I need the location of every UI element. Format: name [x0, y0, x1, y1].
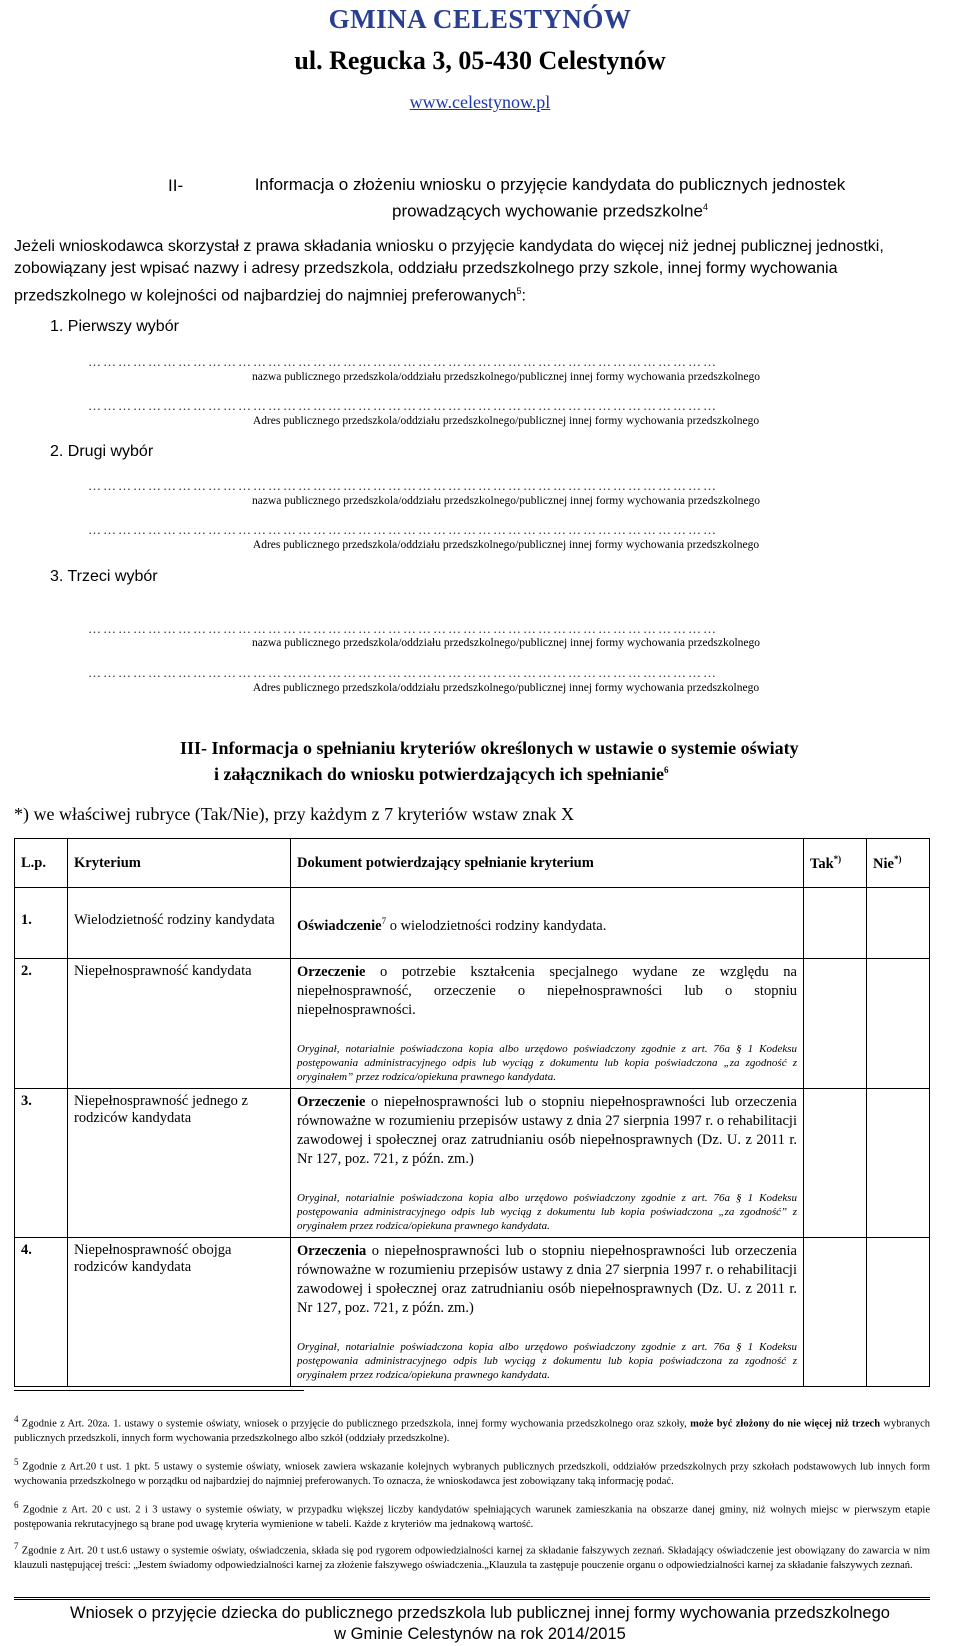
footnote-6: $^6$ Zgodnie z Art. 20 c ust. 2 i 3 ustawy o systemie oświaty, w przypadku większej liczby kandydatów spełniających warunek zamieszkania na obszarze danej gminy, niż wolnych miejsc w pierwszym etapie postępowania rekrutacyjnego są brane pod uwagę kryteria wymienione w tabeli. Każde z kryteriów ma jednakową wartość. [14, 1500, 930, 1530]
row-nie-cell[interactable] [867, 959, 930, 1089]
row-dokument: Orzeczenie o potrzebie kształcenia specjalnego wydane ze względu na niepełnosprawność, orzeczenie o niepełnosprawności lub o stopniu niepełnosprawności. Oryginał, notarialnie poświadczona kopia albo urzędowo poświadczony zgodnie z art. 76a § 1 Kodeksu postępowania administracyjnego odpis lub wyciąg z dokumentu lub kopia poświadczona „za zgodność z oryginałem” przez rodzica/opiekuna prawnego kandydata. [291, 959, 804, 1089]
choice-3-address-field[interactable]: ……………………………………………………………………………………………………………… [88, 668, 718, 680]
col-kryterium-header: Kryterium [68, 839, 291, 888]
choice-1-address-caption: Adres publicznego przedszkola/oddziału przedszkolnego/publicznej innej formy wychowania przedszkolnego [252, 415, 760, 427]
choice-2-address-caption: Adres publicznego przedszkola/oddziału przedszkolnego/publicznej innej formy wychowania przedszkolnego [252, 539, 760, 551]
section2-title: Informacja o złożeniu wniosku o przyjęcie kandydata do publicznych jednostek prowadzących wychowanie przedszkolne$^4$ [254, 175, 846, 221]
row-nie-cell[interactable] [867, 888, 930, 959]
row-kryterium: Niepełnosprawność obojga rodziców kandydata [68, 1238, 291, 1387]
criteria-table [14, 838, 930, 1387]
section3-instruction: *) we właściwej rubryce (Tak/Nie), przy każdym z 7 kryteriów wstaw znak X [14, 804, 575, 824]
footnote-separator [14, 1390, 304, 1391]
row-document-note: Oryginał, notarialnie poświadczona kopia albo urzędowo poświadczony zgodnie z art. 76a § 1 Kodeksu postępowania administracyjnego odpis lub wyciąg z dokumentu lub kopia poświadczona „za zgodność z oryginałem” przez rodzica/opiekuna prawnego kandydata. [297, 1043, 797, 1083]
row-lp: 3. [15, 1089, 68, 1238]
footnote-7: $^7$ Zgodnie z Art. 20 t ust.6 ustawy o systemie oświaty, oświadczenia, składa się pod rygorem odpowiedzialności karnej za składanie fałszywych zeznań. Składający oświadczenie jest obowiązany do zawarcia w nim klauzuli następującej treści: „Jestem świadomy odpowiedzialności karnej za złożenie fałszywego oświadczenia.„Klauzula ta zastępuje pouczenie organu o odpowiedzialności karnej za składanie fałszywych zeznań. [14, 1541, 930, 1571]
footer-line2: w Gminie Celestynów na rok 2014/2015 [334, 1625, 626, 1643]
row-tak-cell[interactable] [804, 1089, 867, 1238]
row-dokument: Oświadczenie$^7$ o wielodzietności rodziny kandydata. [291, 888, 804, 959]
col-lp-header: L.p. [15, 839, 68, 888]
footnote-4: $^4$ Zgodnie z Art. 20za. 1. ustawy o systemie oświaty, wniosek o przyjęcie do publicznego przedszkola, innej formy wychowania przedszkolnego oraz szkoły, może być złożony do nie więcej niż trzech wybranych publicznych przedszkoli, innych form wychowania przedszkolnego albo szkół (oddziały przedszkolne). [14, 1414, 931, 1444]
table-header-row [15, 839, 930, 888]
row-dokument: Orzeczenia o niepełnosprawności lub o stopniu niepełnosprawności lub orzeczenia równoważne w rozumieniu przepisów ustawy z dnia 27 sierpnia 1997 r. o rehabilitacji zawodowej i społecznej oraz zatrudnianiu osób niepełnosprawnych (Dz. U. z 2011 r. Nr 127, poz. 721, z późn. zm.) Oryginał, notarialnie poświadczona kopia albo urzędowo poświadczony zgodnie z art. 76a § 1 Kodeksu postępowania administracyjnego odpis lub wyciąg z dokumentu lub kopia poświadczona za zgodność z oryginałem przez rodzica/opiekuna prawnego kandydata. [291, 1238, 804, 1387]
row-kryterium: Niepełnosprawność kandydata [68, 959, 291, 1089]
row-document-note: Oryginał, notarialnie poświadczona kopia albo urzędowo poświadczony zgodnie z art. 76a § 1 Kodeksu postępowania administracyjnego odpis lub wyciąg z dokumentu lub kopia poświadczona za zgodność z oryginałem przez rodzica/opiekuna prawnego kandydata. [297, 1341, 797, 1381]
choice-3-name-caption: nazwa publicznego przedszkola/oddziału przedszkolnego/publicznej innej formy wychowania przedszkolnego [251, 637, 761, 649]
row-tak-cell[interactable] [804, 959, 867, 1089]
table-row [15, 888, 930, 959]
header-address: ul. Regucka 3, 05-430 Celestynów [294, 46, 666, 75]
table-row [15, 1238, 930, 1387]
choice-3-label: 3. Trzeci wybór [50, 568, 158, 585]
row-kryterium: Wielodzietność rodziny kandydata [68, 888, 291, 959]
choice-2-name-caption: nazwa publicznego przedszkola/oddziału przedszkolnego/publicznej innej formy wychowania przedszkolnego [251, 495, 761, 507]
col-tak-header: Tak*) [804, 839, 867, 888]
row-lp: 4. [15, 1238, 68, 1387]
section2-intro: Jeżeli wnioskodawca skorzystał z prawa składania wniosku o przyjęcie kandydata do więcej niż jednej publicznej jednostki, zobowiązany jest wpisać nazwy i adresy przedszkola, oddziału przedszkolnego przy szkole, innej formy wychowania przedszkolnego w kolejności od najbardziej do najmniej preferowanych$^5$: [14, 238, 884, 305]
section3-title-line1: III- Informacja o spełnianiu kryteriów określonych w ustawie o systemie oświaty [180, 738, 799, 758]
header-gmina: GMINA CELESTYNÓW [328, 4, 632, 34]
choice-2-address-field[interactable]: ……………………………………………………………………………………………………………… [88, 525, 718, 537]
footer-line1: Wniosek o przyjęcie dziecka do publicznego przedszkola lub publicznej innej formy wychowania przedszkolnego [70, 1604, 890, 1622]
choice-1-name-caption: nazwa publicznego przedszkola/oddziału przedszkolnego/publicznej innej formy wychowania przedszkolnego [251, 371, 761, 383]
page-footer [0, 1603, 960, 1645]
row-nie-cell[interactable] [867, 1089, 930, 1238]
header-url-link[interactable]: www.celestynow.pl [409, 92, 551, 112]
row-document-note: Oryginał, notarialnie poświadczona kopia albo urzędowo poświadczony zgodnie z art. 76a § 1 Kodeksu postępowania administracyjnego odpis lub wyciąg z dokumentu lub kopia poświadczona „za zgodność” z oryginałem przez rodzica/opiekuna prawnego kandydata. [297, 1192, 797, 1232]
row-dokument: Orzeczenie o niepełnosprawności lub o stopniu niepełnosprawności lub orzeczenia równoważne w rozumieniu przepisów ustawy z dnia 27 sierpnia 1997 r. o rehabilitacji zawodowej i społecznej oraz zatrudnianiu osób niepełnosprawnych (Dz. U. z 2011 r. Nr 127, poz. 721, z późn. zm.) Oryginał, notarialnie poświadczona kopia albo urzędowo poświadczony zgodnie z art. 76a § 1 Kodeksu postępowania administracyjnego odpis lub wyciąg z dokumentu lub kopia poświadczona „za zgodność” z oryginałem przez rodzica/opiekuna prawnego kandydata. [291, 1089, 804, 1238]
row-kryterium: Niepełnosprawność jednego z rodziców kandydata [68, 1089, 291, 1238]
choice-1-label: 1. Pierwszy wybór [50, 318, 179, 335]
row-tak-cell[interactable] [804, 1238, 867, 1387]
col-dokument-header: Dokument potwierdzający spełnianie kryterium [291, 839, 804, 888]
choice-1-address-field[interactable]: ……………………………………………………………………………………………………………… [88, 401, 718, 413]
row-lp: 1. [15, 888, 68, 959]
col-nie-header: Nie*) [867, 839, 930, 888]
footnote-5: $^5$ Zgodnie z Art.20 t ust. 1 pkt. 5 ustawy o systemie oświaty, wniosek zawiera wskazanie kolejnych wybranych publicznych przedszkoli, oddziałów przedszkolnych przy szkołach podstawowych lub innych form wychowania przedszkolnego w porządku od najbardziej do najmniej preferowanych. To oznacza, że wnioskodawca jest zobowiązany taką informację podać. [14, 1457, 930, 1487]
choice-2-label: 2. Drugi wybór [50, 443, 154, 460]
table-row [15, 959, 930, 1089]
section2-number: II- [168, 176, 184, 195]
choice-3-address-caption: Adres publicznego przedszkola/oddziału przedszkolnego/publicznej innej formy wychowania przedszkolnego [252, 682, 760, 694]
table-row [15, 1089, 930, 1238]
row-nie-cell[interactable] [867, 1238, 930, 1387]
choice-2-name-field[interactable]: ……………………………………………………………………………………………………………… [88, 481, 718, 493]
footer-separator [14, 1597, 930, 1600]
section3-title [180, 737, 920, 785]
section3-title-line2: i załącznikach do wniosku potwierdzających ich spełnianie$^6$ [214, 764, 669, 784]
row-tak-cell[interactable] [804, 888, 867, 959]
choice-3-name-field[interactable]: ……………………………………………………………………………………………………………… [88, 624, 718, 636]
choice-1-name-field[interactable]: ……………………………………………………………………………………………………………… [88, 357, 718, 369]
row-lp: 2. [15, 959, 68, 1089]
